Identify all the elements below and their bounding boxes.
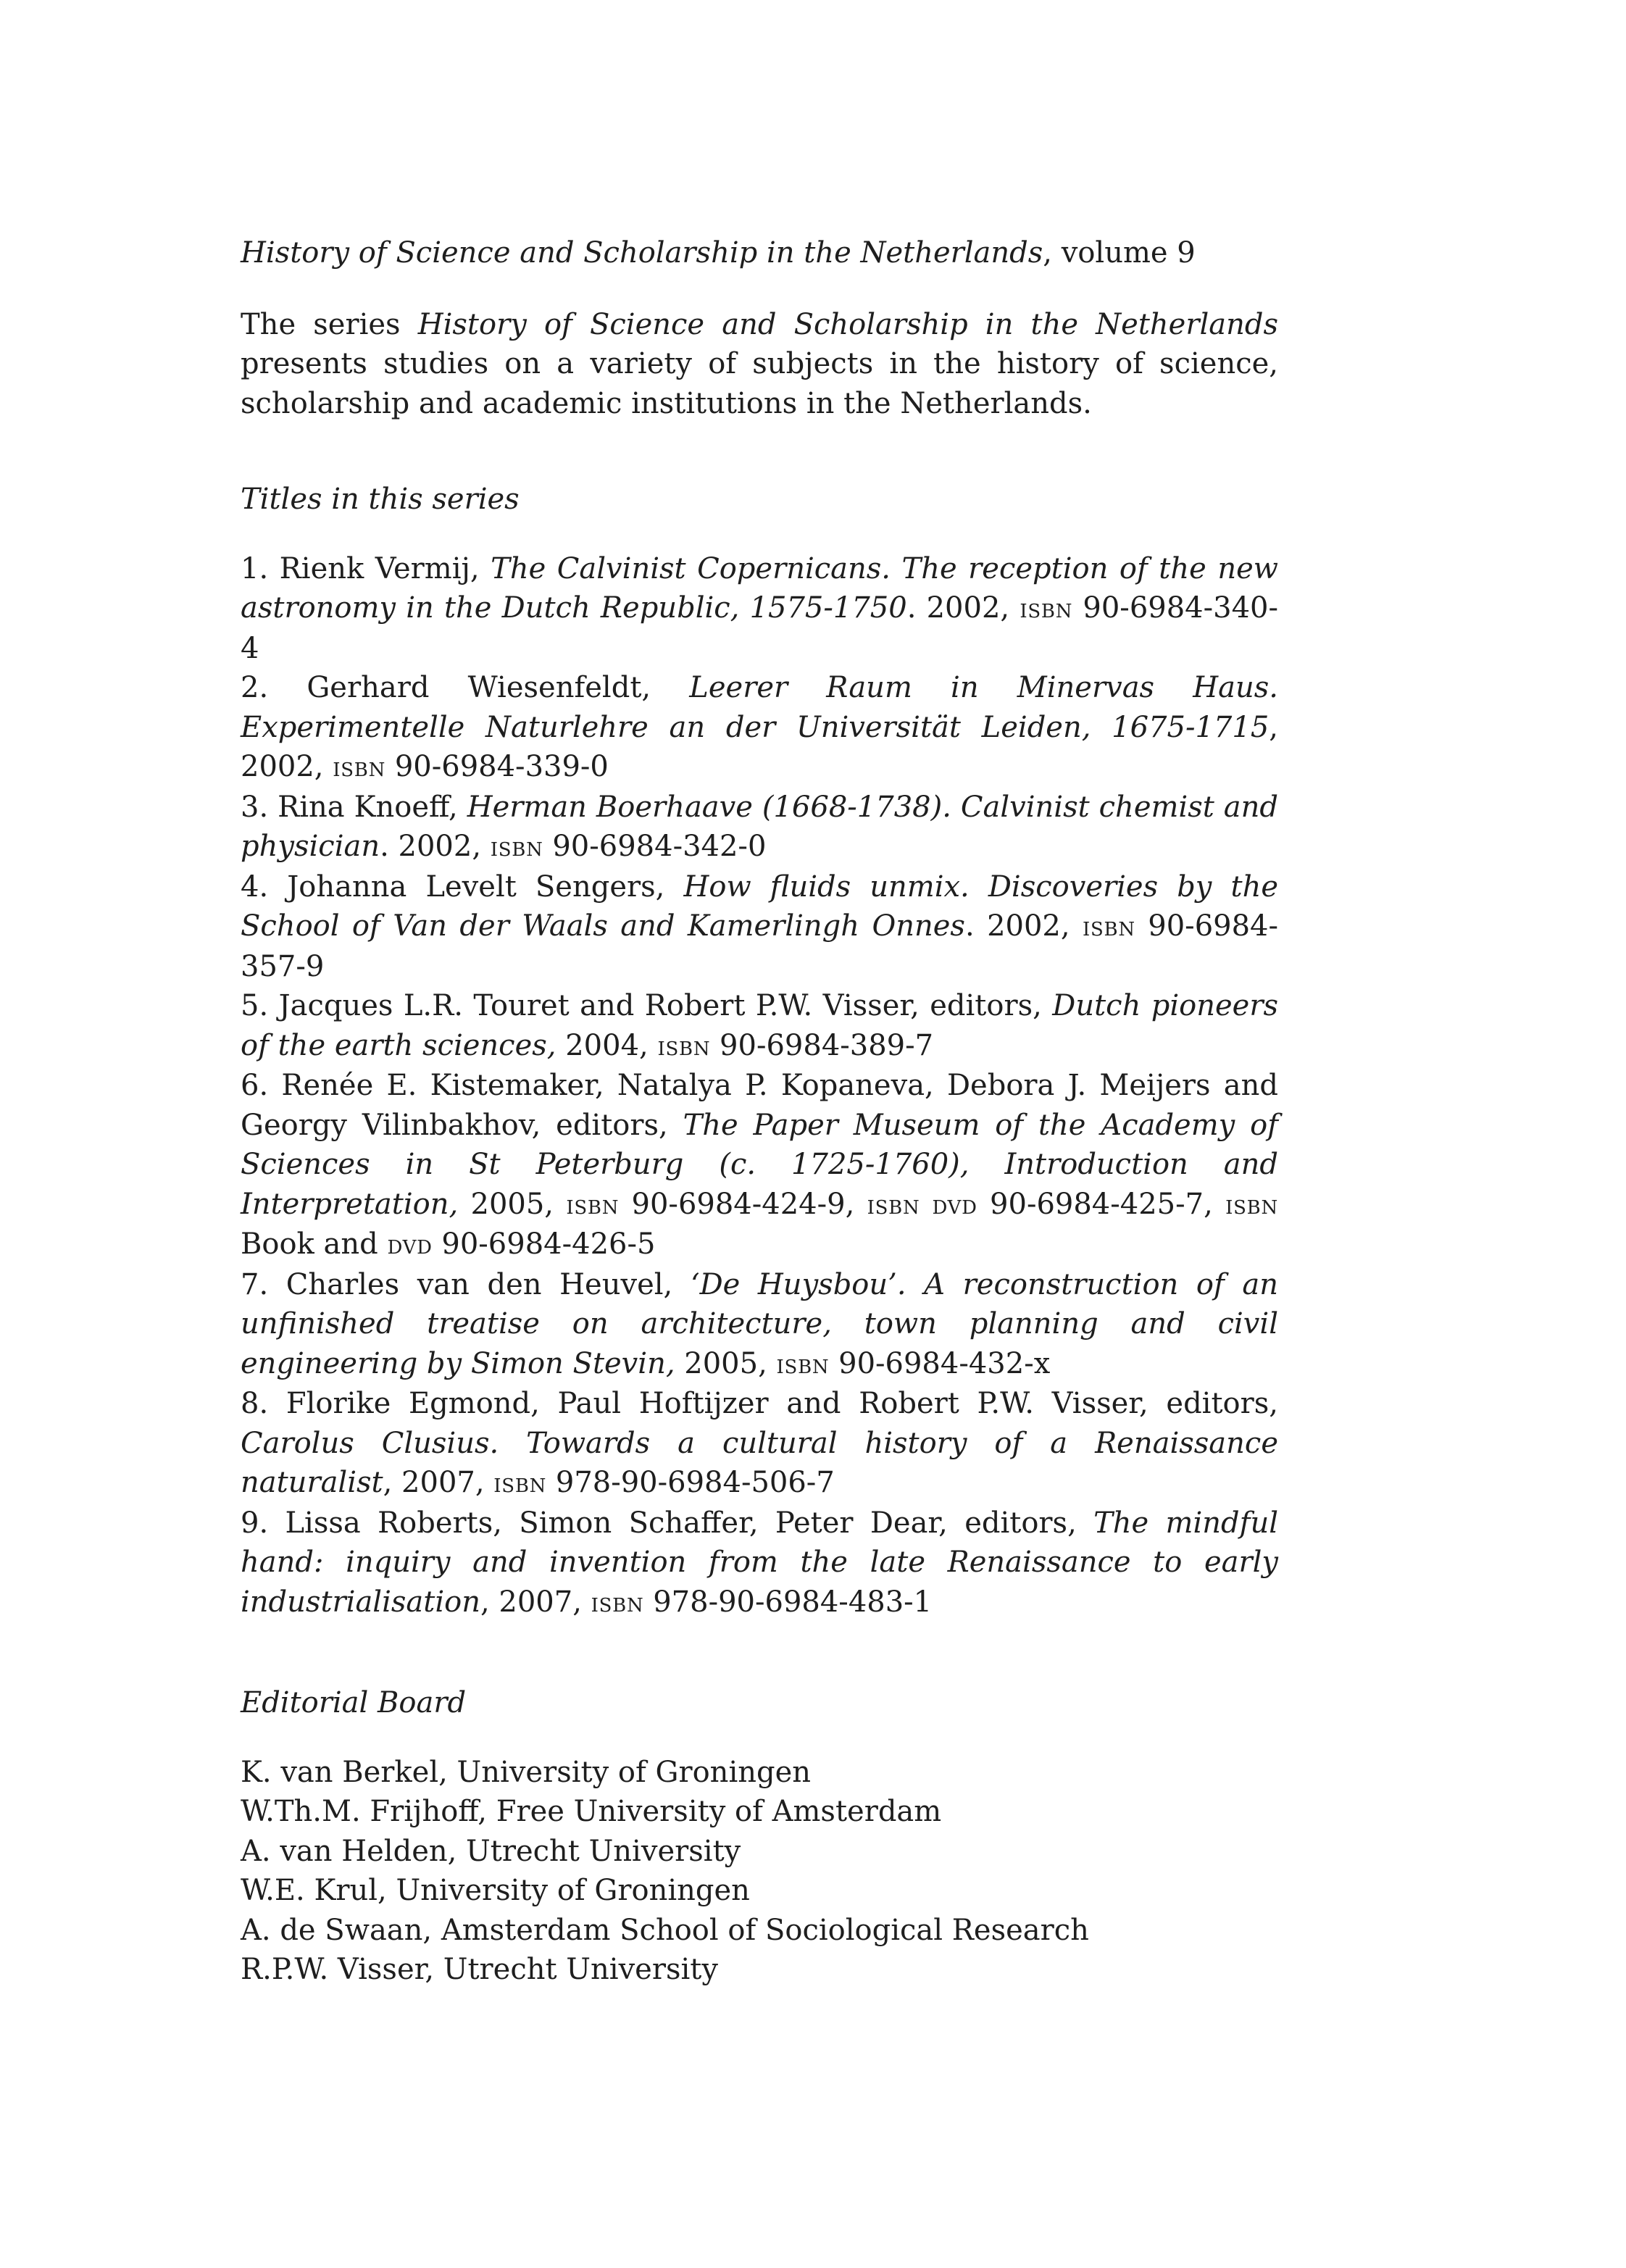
editorial-board-list (241, 1753, 1278, 1990)
entry-text: 90-6984-432-x (829, 1346, 1051, 1380)
entry-text: 90-6984-426-5 (432, 1227, 656, 1261)
entry-text: 90-6984-425-7, (977, 1187, 1226, 1221)
entry-text: 8. Florike Egmond, Paul Hoftijzer and Robert P.W. Visser, editors, (241, 1387, 1278, 1420)
isbn-label: isbn (591, 1586, 644, 1618)
book-title: The mindful hand: inquiry and invention from the late Renaissance to early industrialisation (241, 1506, 1278, 1619)
entry-text: 2005, (675, 1346, 777, 1380)
title-entry (241, 1265, 1278, 1385)
board-member: W.E. Krul, University of Groningen (241, 1874, 750, 1907)
isbn-label: isbn (1083, 911, 1135, 942)
entry-text: 90-6984-340-4 (241, 591, 1279, 665)
book-title: Dutch pioneers of the earth sciences, (241, 989, 1278, 1062)
book-title: The Calvinist Copernicans. The reception of the new astronomy in the Dutch Republic, 1575-1750 (241, 551, 1278, 625)
series-volume-line (241, 233, 1278, 273)
title-entry (241, 867, 1278, 987)
entry-text: 2004, (556, 1028, 658, 1062)
book-title: Leerer Raum in Minervas Haus. Experimentelle Naturlehre an der Universität Leiden, 1675-1715 (241, 671, 1278, 744)
editorial-board-heading: Editorial Board (241, 1686, 467, 1719)
entry-text: , 2007, (480, 1585, 591, 1619)
entry-text: 978-90-6984-506-7 (546, 1466, 835, 1499)
entry-text: 7. Charles van den Heuvel, (241, 1267, 691, 1301)
title-entry (241, 986, 1278, 1066)
entry-text: 2. Gerhard Wiesenfeldt, (241, 671, 690, 704)
book-title: Carolus Clusius. Towards a cultural history of a Renaissance naturalist (241, 1426, 1278, 1499)
title-entry (241, 1066, 1278, 1265)
entry-text: . 2002, (964, 909, 1083, 943)
isbn-label: isbn (1020, 593, 1073, 624)
series-title: History of Science and Scholarship in the Netherlands (241, 236, 1043, 270)
isbn-label: dvd (387, 1229, 433, 1260)
entry-text: , 2002, (241, 710, 1278, 783)
titles-list (241, 549, 1278, 1623)
entry-text: 3. Rina Knoeff, (241, 790, 467, 824)
entry-text: 2005, (458, 1187, 567, 1221)
title-entry (241, 788, 1278, 867)
isbn-label: isbn (657, 1030, 711, 1062)
title-entry (241, 1384, 1278, 1504)
isbn-label: isbn (333, 751, 386, 783)
book-title: The Paper Museum of the Academy of Sciences in St Peterburg (c. 1725-1760), Introduction and Interpretation, (241, 1108, 1278, 1221)
title-entry (241, 549, 1278, 669)
entry-text: Book and (241, 1227, 388, 1261)
entry-text: 90-6984-342-0 (543, 830, 767, 863)
book-title: Herman Boerhaave (1668-1738). Calvinist chemist and physician (241, 790, 1278, 863)
isbn-label: isbn (493, 1467, 547, 1498)
board-member: K. van Berkel, University of Groningen (241, 1755, 812, 1789)
entry-text: 90-6984-339-0 (385, 750, 609, 783)
title-entry (241, 1504, 1278, 1623)
isbn-label: isbn (490, 831, 543, 862)
description-series-title: History of Science and Scholarship in the Netherlands (417, 307, 1278, 341)
entry-text: 90-6984-357-9 (241, 909, 1279, 983)
entry-text: , 2007, (383, 1466, 494, 1499)
description-suffix: presents studies on a variety of subjects in the history of science, scholarship and academic institutions in the Netherlands. (241, 347, 1278, 420)
volume-number: , volume 9 (1043, 236, 1196, 270)
isbn-label: isbn (776, 1348, 830, 1380)
entry-text: 5. Jacques L.R. Touret and Robert P.W. Visser, editors, (241, 989, 1053, 1022)
series-description (241, 305, 1278, 424)
entry-text: 978-90-6984-483-1 (643, 1585, 933, 1619)
isbn-label: isbn (566, 1188, 620, 1220)
board-member: A. van Helden, Utrecht University (241, 1834, 741, 1868)
entry-text: . 2002, (906, 591, 1020, 625)
book-title: How fluids unmix. Discoveries by the School of Van der Waals and Kamerlingh Onnes (241, 870, 1279, 943)
series-page (241, 233, 1278, 1990)
board-member: A. de Swaan, Amsterdam School of Sociological Research (241, 1913, 1089, 1947)
entry-text: 9. Lissa Roberts, Simon Schaffer, Peter Dear, editors, (241, 1506, 1094, 1540)
title-entry (241, 668, 1278, 788)
entry-text: 90-6984-389-7 (710, 1028, 934, 1062)
entry-text: 90-6984-424-9, (619, 1187, 867, 1221)
entry-text: 1. Rienk Vermij, (241, 551, 491, 585)
entry-text: . 2002, (380, 830, 491, 863)
isbn-label: isbn (1225, 1188, 1278, 1220)
titles-heading: Titles in this series (241, 483, 520, 516)
entry-text: 6. Renée E. Kistemaker, Natalya P. Kopaneva, Debora J. Meijers and Georgy Vilinbakhov, editors, (241, 1069, 1278, 1142)
isbn-label: isbn dvd (867, 1188, 977, 1220)
book-title: ‘De Huysbou’. A reconstruction of an unfinished treatise on architecture, town planning and civil engineering by Simon Stevin, (241, 1267, 1279, 1380)
board-member: W.Th.M. Frijhoff, Free University of Amsterdam (241, 1795, 942, 1828)
entry-text: 4. Johanna Levelt Sengers, (241, 870, 684, 904)
board-member: R.P.W. Visser, Utrecht University (241, 1953, 718, 1986)
description-prefix: The series (241, 307, 418, 341)
